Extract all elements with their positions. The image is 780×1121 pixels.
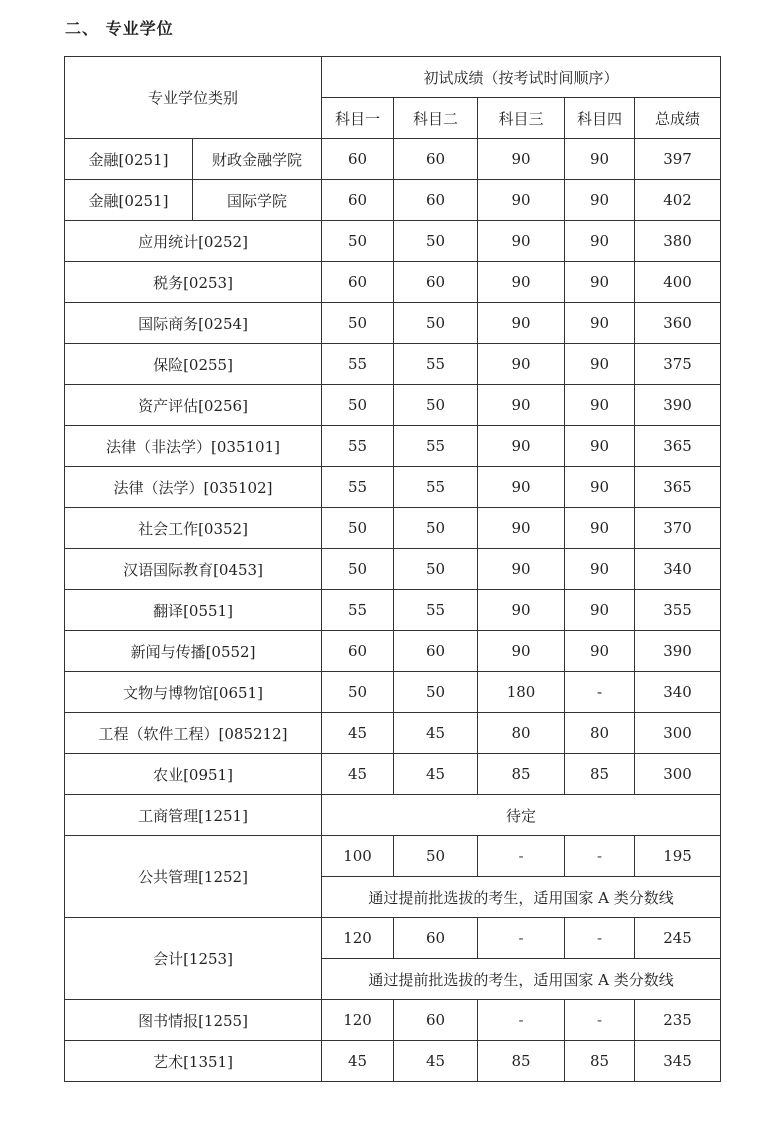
table-row: [65, 344, 721, 385]
table-row: [65, 631, 721, 672]
score-cell: 90: [478, 631, 565, 672]
total-cell: 370: [635, 508, 721, 549]
degree-cell: 图书情报[1255]: [65, 1000, 322, 1041]
header-subject: 科目一: [322, 98, 394, 139]
score-cell: -: [478, 918, 565, 959]
score-cell: 50: [394, 549, 478, 590]
table-row: [65, 467, 721, 508]
section-title: 二、 专业学位: [65, 19, 174, 38]
score-cell: -: [478, 836, 565, 877]
score-cell: 90: [565, 262, 635, 303]
total-cell: 365: [635, 426, 721, 467]
degree-cell: 公共管理[1252]: [65, 836, 322, 918]
pending-note: 待定: [322, 795, 721, 836]
score-cell: 90: [565, 180, 635, 221]
score-cell: 50: [322, 303, 394, 344]
table-row: [65, 795, 721, 836]
total-cell: 300: [635, 754, 721, 795]
main-rows: [65, 221, 721, 795]
score-table: [64, 56, 721, 1082]
table-row: [65, 836, 721, 877]
score-cell: 90: [478, 385, 565, 426]
score-cell: 90: [478, 303, 565, 344]
score-cell: 100: [322, 836, 394, 877]
score-cell: 55: [394, 426, 478, 467]
header-category: 专业学位类别: [65, 57, 322, 139]
degree-cell: 翻译[0551]: [65, 590, 322, 631]
score-cell: 90: [565, 467, 635, 508]
degree-cell: 会计[1253]: [65, 918, 322, 1000]
degree-cell: 应用统计[0252]: [65, 221, 322, 262]
total-cell: 380: [635, 221, 721, 262]
degree-cell: 保险[0255]: [65, 344, 322, 385]
score-cell: 60: [394, 918, 478, 959]
score-cell: 90: [478, 221, 565, 262]
degree-cell: 法律（法学）[035102]: [65, 467, 322, 508]
score-cell: 90: [565, 303, 635, 344]
score-cell: 60: [394, 631, 478, 672]
degree-cell: 国际商务[0254]: [65, 303, 322, 344]
table-row: [65, 918, 721, 959]
score-cell: 45: [394, 754, 478, 795]
score-cell: 50: [322, 508, 394, 549]
score-cell: 50: [394, 303, 478, 344]
score-cell: 50: [322, 672, 394, 713]
score-cell: 50: [322, 549, 394, 590]
score-cell: 90: [478, 508, 565, 549]
score-cell: 55: [322, 590, 394, 631]
degree-cell: 法律（非法学）[035101]: [65, 426, 322, 467]
score-cell: 120: [322, 918, 394, 959]
score-cell: 45: [394, 1041, 478, 1082]
header-row-1: [65, 57, 721, 98]
score-cell: 45: [322, 754, 394, 795]
score-cell: 90: [478, 139, 565, 180]
school-cell: 国际学院: [193, 180, 322, 221]
table-row: [65, 754, 721, 795]
degree-cell: 工商管理[1251]: [65, 795, 322, 836]
score-cell: -: [478, 1000, 565, 1041]
total-cell: 360: [635, 303, 721, 344]
note-cell: 通过提前批选拔的考生，适用国家 A 类分数线: [322, 877, 721, 918]
total-cell: 355: [635, 590, 721, 631]
degree-cell: 资产评估[0256]: [65, 385, 322, 426]
score-cell: 90: [565, 508, 635, 549]
score-cell: 90: [565, 426, 635, 467]
total-cell: 390: [635, 631, 721, 672]
score-cell: -: [565, 918, 635, 959]
score-cell: 85: [565, 754, 635, 795]
score-cell: 85: [478, 754, 565, 795]
score-cell: 50: [394, 672, 478, 713]
score-cell: 80: [565, 713, 635, 754]
score-cell: 90: [565, 344, 635, 385]
score-cell: 90: [478, 262, 565, 303]
score-cell: 60: [322, 631, 394, 672]
total-cell: 390: [635, 385, 721, 426]
score-cell: 50: [394, 508, 478, 549]
total-cell: 375: [635, 344, 721, 385]
score-cell: 60: [394, 262, 478, 303]
degree-cell: 金融[0251]: [65, 180, 193, 221]
degree-cell: 文物与博物馆[0651]: [65, 672, 322, 713]
degree-cell: 新闻与传播[0552]: [65, 631, 322, 672]
score-cell: 50: [394, 221, 478, 262]
table-row: [65, 1041, 721, 1082]
score-cell: 90: [565, 221, 635, 262]
score-cell: 50: [322, 385, 394, 426]
degree-cell: 工程（软件工程）[085212]: [65, 713, 322, 754]
note-cell: 通过提前批选拔的考生，适用国家 A 类分数线: [322, 959, 721, 1000]
total-cell: 235: [635, 1000, 721, 1041]
table-row: [65, 672, 721, 713]
table-row: [65, 508, 721, 549]
score-cell: 55: [394, 590, 478, 631]
score-cell: 50: [394, 836, 478, 877]
score-cell: 60: [322, 262, 394, 303]
score-cell: 55: [322, 467, 394, 508]
score-cell: 90: [565, 631, 635, 672]
score-cell: 55: [394, 467, 478, 508]
score-cell: 60: [322, 139, 394, 180]
header-subject: 科目二: [394, 98, 478, 139]
score-cell: 120: [322, 1000, 394, 1041]
score-cell: 85: [565, 1041, 635, 1082]
degree-cell: 税务[0253]: [65, 262, 322, 303]
header-total: 总成绩: [635, 98, 721, 139]
score-cell: 55: [394, 344, 478, 385]
table-row: [65, 385, 721, 426]
table-row: [65, 713, 721, 754]
score-cell: 60: [394, 1000, 478, 1041]
score-cell: 90: [565, 385, 635, 426]
total-cell: 365: [635, 467, 721, 508]
table-row: [65, 180, 721, 221]
score-cell: 55: [322, 426, 394, 467]
total-cell: 340: [635, 549, 721, 590]
header-group: 初试成绩（按考试时间顺序）: [322, 57, 721, 98]
score-cell: 50: [322, 221, 394, 262]
total-cell: 400: [635, 262, 721, 303]
total-cell: 397: [635, 139, 721, 180]
total-cell: 245: [635, 918, 721, 959]
total-cell: 340: [635, 672, 721, 713]
table-row: [65, 139, 721, 180]
table-row: [65, 590, 721, 631]
table-row: [65, 221, 721, 262]
table-row: [65, 303, 721, 344]
score-cell: 60: [394, 180, 478, 221]
score-cell: 90: [478, 549, 565, 590]
score-cell: 90: [565, 139, 635, 180]
table-row: [65, 1000, 721, 1041]
score-cell: 45: [394, 713, 478, 754]
score-cell: 55: [322, 344, 394, 385]
score-cell: 60: [322, 180, 394, 221]
score-cell: 90: [478, 180, 565, 221]
score-cell: -: [565, 1000, 635, 1041]
degree-cell: 农业[0951]: [65, 754, 322, 795]
score-cell: 50: [394, 385, 478, 426]
score-cell: 45: [322, 713, 394, 754]
total-cell: 345: [635, 1041, 721, 1082]
header-subject: 科目四: [565, 98, 635, 139]
score-cell: 90: [478, 467, 565, 508]
score-cell: 180: [478, 672, 565, 713]
score-cell: 90: [478, 426, 565, 467]
degree-cell: 汉语国际教育[0453]: [65, 549, 322, 590]
table-row: [65, 549, 721, 590]
header-subject: 科目三: [478, 98, 565, 139]
score-cell: 90: [478, 344, 565, 385]
total-cell: 402: [635, 180, 721, 221]
school-cell: 财政金融学院: [193, 139, 322, 180]
degree-cell: 艺术[1351]: [65, 1041, 322, 1082]
score-cell: -: [565, 836, 635, 877]
degree-cell: 金融[0251]: [65, 139, 193, 180]
score-cell: 60: [394, 139, 478, 180]
score-cell: -: [565, 672, 635, 713]
score-cell: 90: [478, 590, 565, 631]
score-cell: 80: [478, 713, 565, 754]
table-row: [65, 262, 721, 303]
total-cell: 300: [635, 713, 721, 754]
degree-cell: 社会工作[0352]: [65, 508, 322, 549]
score-cell: 90: [565, 549, 635, 590]
score-cell: 45: [322, 1041, 394, 1082]
total-cell: 195: [635, 836, 721, 877]
table-row: [65, 426, 721, 467]
score-cell: 85: [478, 1041, 565, 1082]
score-cell: 90: [565, 590, 635, 631]
